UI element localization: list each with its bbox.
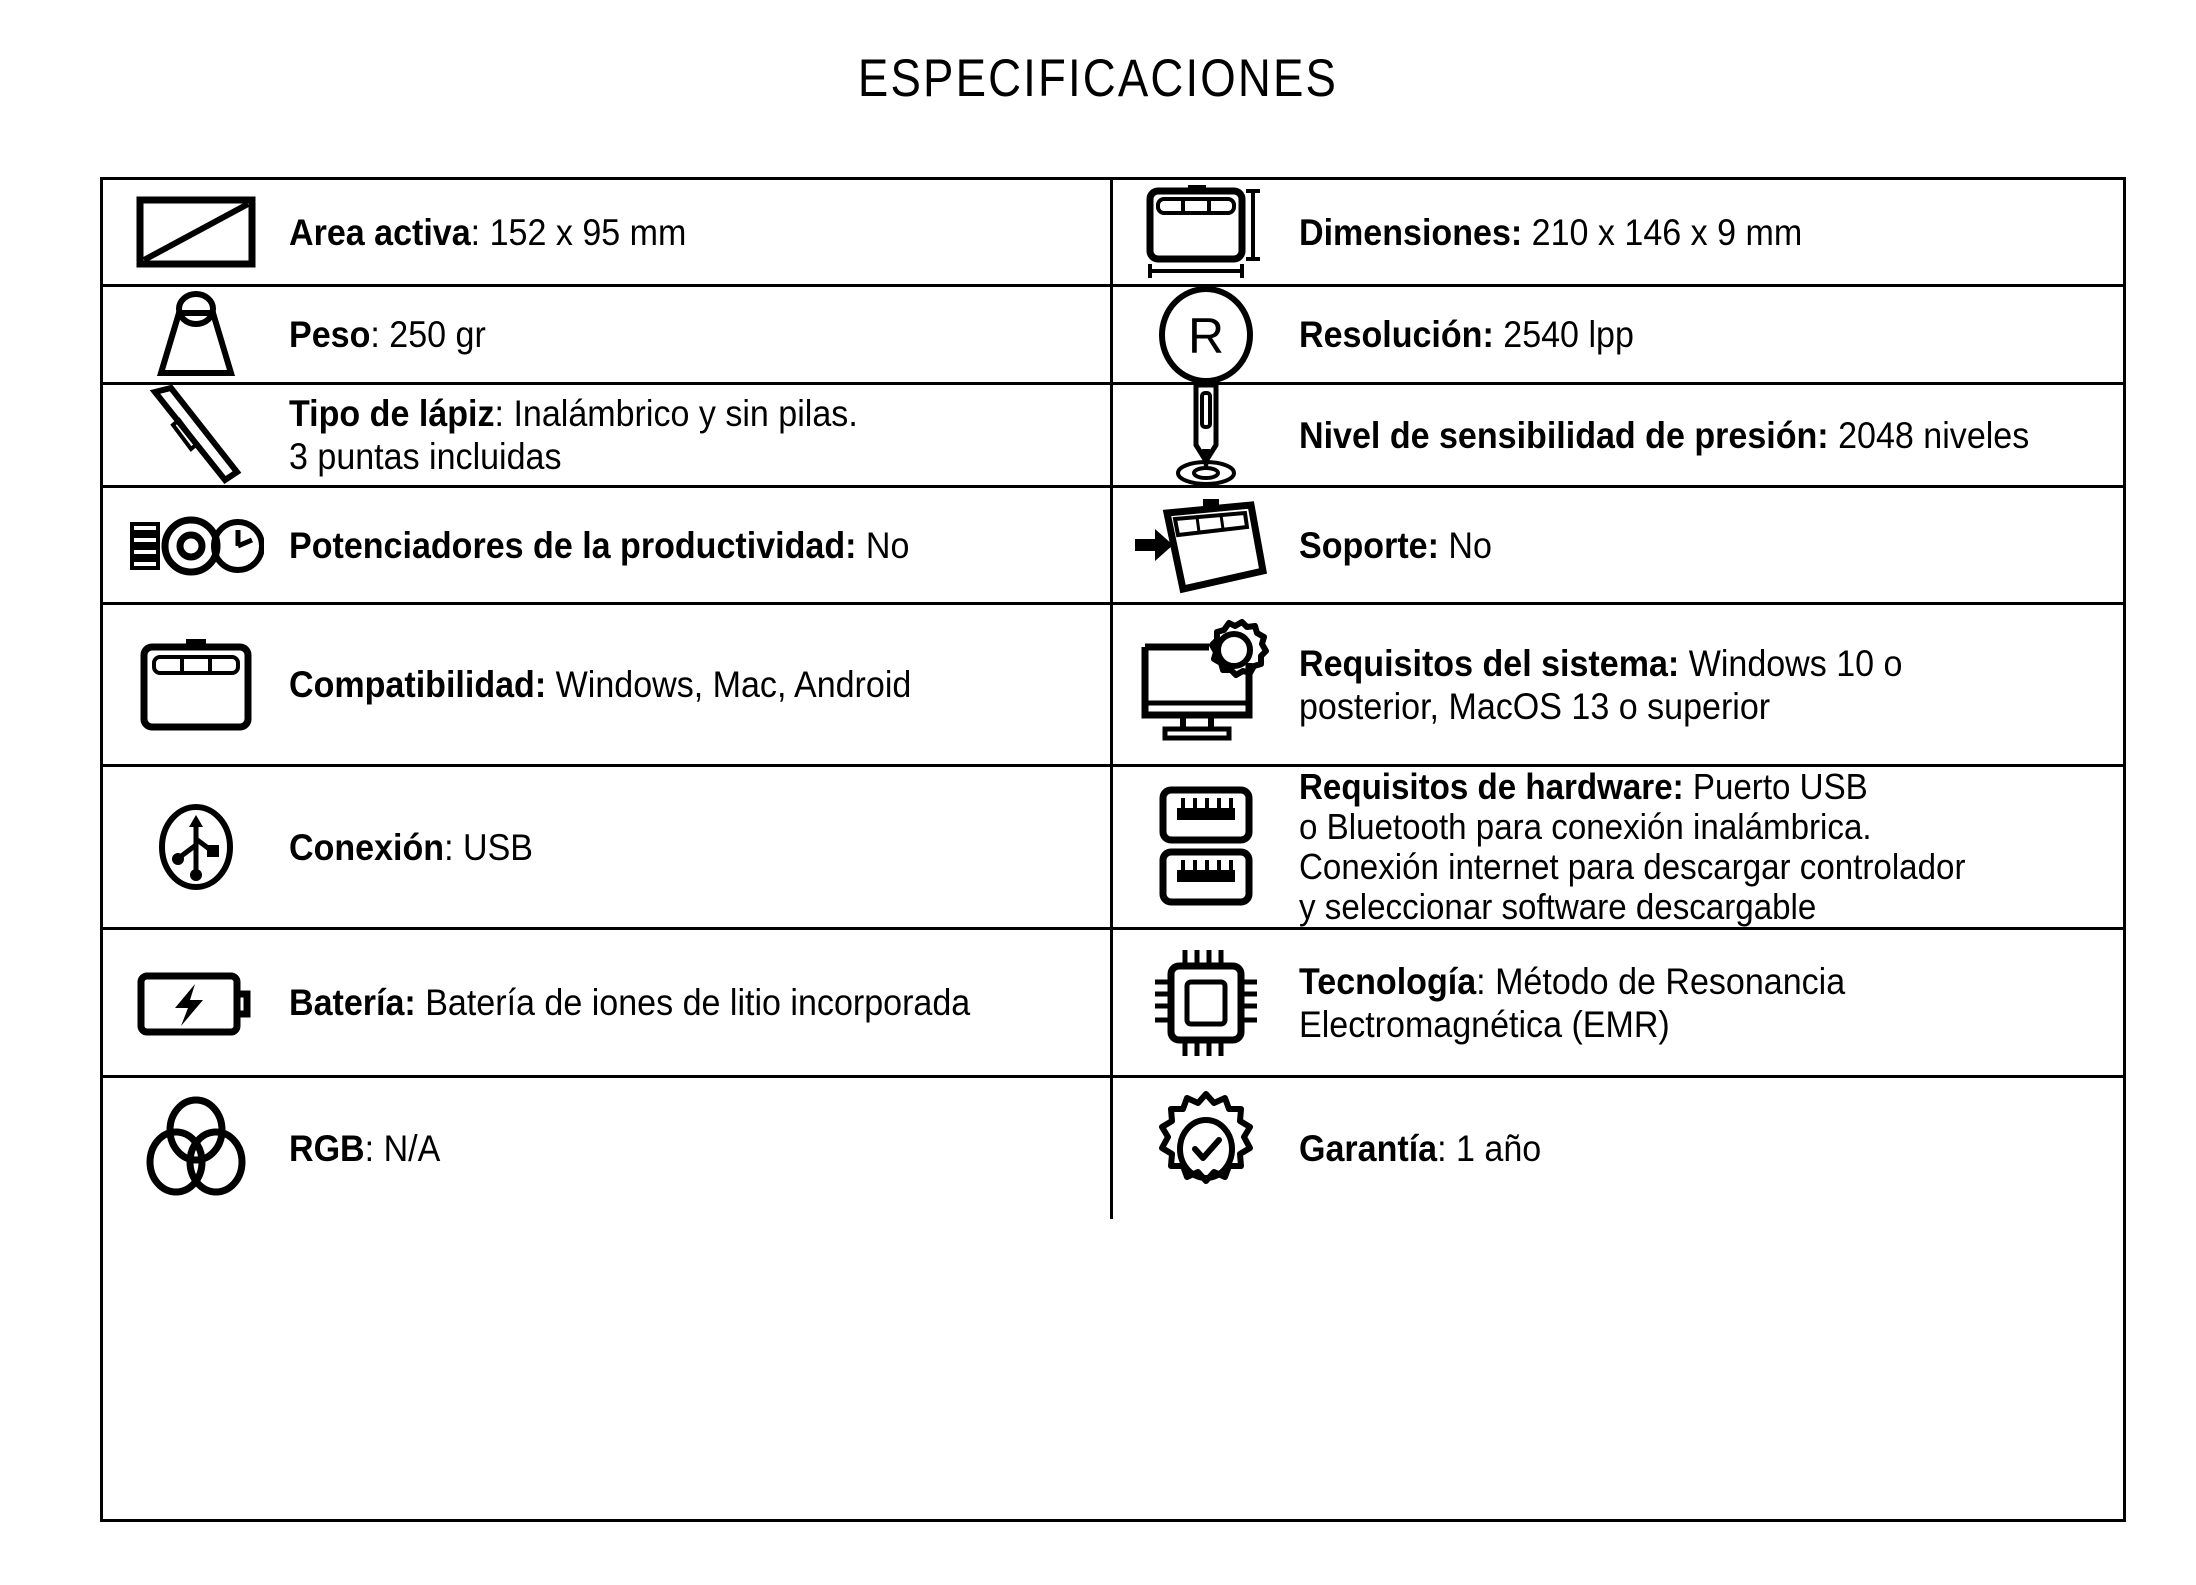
spec-cell-dimensions [1113,180,2123,284]
warranty-badge-icon [1113,1090,1299,1208]
spec-cell-technology [1113,930,2123,1075]
spec-text-support: Soporte: No [1299,524,1492,566]
table-row [103,767,2123,930]
table-row [103,180,2123,287]
pressure-stylus-icon [1113,379,1299,491]
svg-text:R: R [1187,307,1225,364]
spec-cell-hardware-requirements [1113,767,2123,927]
resolution-r-icon [1113,283,1299,387]
spec-text-hardware-requirements: Requisitos de hardware: Puerto USB o Bluetooth para conexión inalámbrica. Conexión internet para descargar controlador y seleccionar software descargable [1299,766,1966,927]
tablet-dimensions-icon [1113,179,1299,285]
spec-cell-weight [103,287,1113,382]
table-row [103,930,2123,1078]
spec-text-battery: Batería: Batería de iones de litio incorporada [289,982,971,1023]
spec-cell-compatibility [103,605,1113,764]
spec-text-productivity: Potenciadores de la productividad: No [289,524,910,566]
rgb-circles-icon [103,1094,289,1204]
spec-text-technology: Tecnología: Método de Resonancia Electromagnética (EMR) [1299,960,1846,1045]
spec-text-pressure: Nivel de sensibilidad de presión: 2048 niveles [1299,414,2030,456]
spec-cell-pressure [1113,385,2123,485]
spec-cell-pen-type [103,385,1113,485]
table-row [103,488,2123,605]
spec-text-system-requirements: Requisitos del sistema: Windows 10 o posterior, MacOS 13 o superior [1299,642,1903,727]
spec-text-weight: Peso: 250 gr [289,314,486,355]
weight-icon [103,289,289,381]
spec-text-compatibility: Compatibilidad: Windows, Mac, Android [289,664,912,705]
spec-text-pen-type: Tipo de lápiz: Inalámbrico y sin pilas. 3 puntas incluidas [289,393,858,477]
active-area-icon [103,196,289,268]
spec-cell-support [1113,488,2123,602]
tablet-icon [103,633,289,737]
monitor-gear-icon [1113,619,1299,751]
spec-cell-active-area [103,180,1113,284]
chip-icon [1113,944,1299,1062]
tablet-stand-icon [1113,495,1299,595]
spec-text-connection: Conexión: USB [289,826,533,868]
table-row [103,287,2123,385]
spec-text-dimensions: Dimensiones: 210 x 146 x 9 mm [1299,211,1803,253]
spec-cell-battery [103,930,1113,1075]
table-row [103,605,2123,767]
spec-text-active-area: Area activa: 152 x 95 mm [289,211,687,253]
stylus-pen-icon [103,382,289,488]
table-row [103,1078,2123,1219]
table-row [103,385,2123,488]
spec-cell-connection [103,767,1113,927]
spec-cell-resolution [1113,287,2123,382]
spec-cell-productivity [103,488,1113,602]
spec-cell-rgb [103,1078,1113,1219]
spec-text-resolution: Resolución: 2540 lpp [1299,314,1634,355]
spec-cell-system-requirements [1113,605,2123,764]
battery-icon [103,966,289,1040]
productivity-controls-icon [103,512,289,578]
spec-text-rgb: RGB: N/A [289,1128,441,1169]
usb-ports-icon [1113,782,1299,912]
usb-icon [103,795,289,899]
spec-text-warranty: Garantía: 1 año [1299,1128,1542,1169]
page-title: ESPECIFICACIONES [857,49,1339,108]
spec-cell-warranty [1113,1078,2123,1219]
specifications-table [100,177,2126,1522]
